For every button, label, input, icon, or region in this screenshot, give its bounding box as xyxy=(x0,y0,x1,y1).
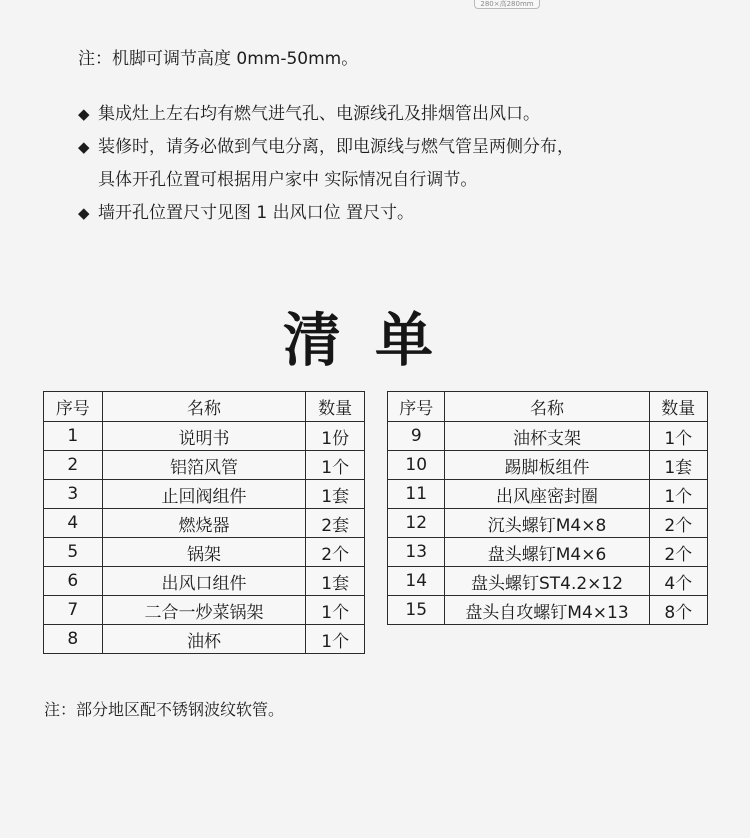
cell-name: 燃烧器 xyxy=(102,509,306,538)
cell-index: 4 xyxy=(44,509,103,538)
cell-name: 沉头螺钉M4×8 xyxy=(445,509,649,538)
table-row xyxy=(44,567,365,596)
table-row xyxy=(388,480,708,509)
table-row xyxy=(44,480,365,509)
cell-index: 5 xyxy=(44,538,103,567)
table-row xyxy=(388,509,708,538)
cell-qty: 1个 xyxy=(306,625,365,654)
cell-name: 盘头螺钉ST4.2×12 xyxy=(445,567,649,596)
cell-index: 15 xyxy=(388,596,445,625)
cell-qty: 2个 xyxy=(649,509,707,538)
table-row xyxy=(388,538,708,567)
cell-name: 铝箔风管 xyxy=(102,451,306,480)
cell-qty: 2个 xyxy=(306,538,365,567)
cell-qty: 1份 xyxy=(306,422,365,451)
cell-name: 盘头自攻螺钉M4×13 xyxy=(445,596,649,625)
cell-qty: 2个 xyxy=(649,538,707,567)
table-row xyxy=(44,625,365,654)
cell-index: 7 xyxy=(44,596,103,625)
cell-index: 13 xyxy=(388,538,445,567)
parts-table-left xyxy=(43,391,365,654)
bullet-text: 墙开孔位置尺寸见图 1 出风口位 置尺寸。 xyxy=(98,203,415,223)
cell-index: 6 xyxy=(44,567,103,596)
bullet-item xyxy=(78,98,574,131)
parts-table-right xyxy=(387,391,708,625)
cell-name: 说明书 xyxy=(102,422,306,451)
cell-index: 2 xyxy=(44,451,103,480)
header-qty: 数量 xyxy=(306,392,365,422)
table-row xyxy=(388,567,708,596)
table-row xyxy=(388,596,708,625)
cell-qty: 1个 xyxy=(306,451,365,480)
cell-qty: 1个 xyxy=(649,422,707,451)
header-index: 序号 xyxy=(44,392,103,422)
cell-index: 10 xyxy=(388,451,445,480)
cell-name: 踢脚板组件 xyxy=(445,451,649,480)
diamond-bullet-icon: ◆ xyxy=(78,138,90,156)
table-row xyxy=(44,422,365,451)
bullet-text: 集成灶上左右均有燃气进气孔、电源线孔及排烟管出风口。 xyxy=(98,104,540,124)
bullet-item xyxy=(78,131,574,164)
table-row xyxy=(44,451,365,480)
cell-name: 油杯 xyxy=(102,625,306,654)
installation-notes xyxy=(78,98,574,230)
dimension-label-strip: 280×高280mm xyxy=(474,0,540,9)
bullet-text: 装修时，请务必做到气电分离，即电源线与燃气管呈两侧分布， xyxy=(98,137,574,157)
table-row xyxy=(44,538,365,567)
cell-index: 8 xyxy=(44,625,103,654)
bullet-item xyxy=(78,197,574,230)
table-row xyxy=(44,596,365,625)
bullet-continuation: 具体开孔位置可根据用户家中 实际情况自行调节。 xyxy=(98,170,478,190)
page-title: 清单 xyxy=(282,306,467,374)
cell-qty: 4个 xyxy=(649,567,707,596)
table-row xyxy=(44,509,365,538)
table-row xyxy=(388,422,708,451)
cell-qty: 1套 xyxy=(306,480,365,509)
cell-qty: 1个 xyxy=(649,480,707,509)
cell-index: 1 xyxy=(44,422,103,451)
cell-qty: 8个 xyxy=(649,596,707,625)
cell-name: 锅架 xyxy=(102,538,306,567)
cell-qty: 1套 xyxy=(306,567,365,596)
table-header-row xyxy=(44,392,365,422)
cell-name: 盘头螺钉M4×6 xyxy=(445,538,649,567)
leg-height-note: 注：机脚可调节高度 0mm-50mm。 xyxy=(78,49,359,69)
cell-name: 出风座密封圈 xyxy=(445,480,649,509)
header-name: 名称 xyxy=(445,392,649,422)
diamond-bullet-icon: ◆ xyxy=(78,204,90,222)
cell-index: 3 xyxy=(44,480,103,509)
cell-qty: 1套 xyxy=(649,451,707,480)
cell-name: 出风口组件 xyxy=(102,567,306,596)
table-header-row xyxy=(388,392,708,422)
table-row xyxy=(388,451,708,480)
cell-index: 11 xyxy=(388,480,445,509)
cell-name: 油杯支架 xyxy=(445,422,649,451)
cell-qty: 1个 xyxy=(306,596,365,625)
header-name: 名称 xyxy=(102,392,306,422)
diamond-bullet-icon: ◆ xyxy=(78,105,90,123)
cell-index: 12 xyxy=(388,509,445,538)
cell-qty: 2套 xyxy=(306,509,365,538)
cell-index: 14 xyxy=(388,567,445,596)
cell-index: 9 xyxy=(388,422,445,451)
hose-note: 注：部分地区配不锈钢波纹软管。 xyxy=(44,700,285,719)
header-qty: 数量 xyxy=(649,392,707,422)
cell-name: 止回阀组件 xyxy=(102,480,306,509)
cell-name: 二合一炒菜锅架 xyxy=(102,596,306,625)
header-index: 序号 xyxy=(388,392,445,422)
